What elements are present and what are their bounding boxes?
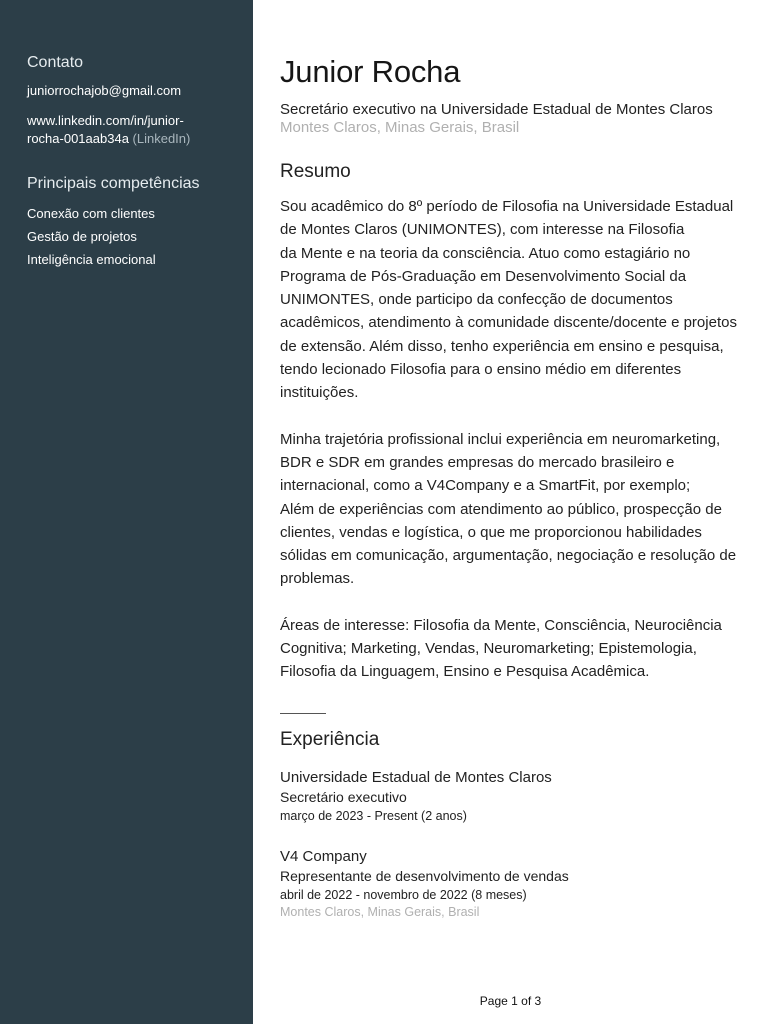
sidebar <box>0 0 253 1024</box>
main-content <box>280 54 745 919</box>
experience-dates: abril de 2022 - novembro de 2022 (8 meses) <box>280 887 527 902</box>
skill-item: Conexão com clientes <box>27 206 155 221</box>
contact-heading: Contato <box>27 54 84 71</box>
profile-name: Junior Rocha <box>280 54 461 89</box>
experience-item <box>280 769 745 823</box>
page-number: Page 1 of 3 <box>479 994 542 1008</box>
linkedin-url-line2: rocha-001aab34a <box>27 131 129 146</box>
skill-item: Inteligência emocional <box>27 252 156 267</box>
experience-role: Representante de desenvolvimento de vendas <box>280 867 569 884</box>
experience-role: Secretário executivo <box>280 788 407 805</box>
summary-paragraph: Sou acadêmico do 8º período de Filosofia na Universidade Estadual de Montes Claros (UNIMONTES), com interesse na Filosofia da Mente e na teoria da consciência. Atuo como estagiário no Programa de Pós-Graduação em Desenvolvimento Social da UNIMONTES, onde participo da confecção de documentos acadêmicos, atendimento à comunidade discente/docente e projetos de extensão. Além disso, tenho experiência em ensino e pesquisa, tendo lecionado Filosofia para o ensino médio em diferentes instituições. <box>280 198 737 402</box>
experience-item <box>280 848 745 919</box>
skill-item: Gestão de projetos <box>27 229 137 244</box>
summary-body <box>280 195 745 684</box>
summary-paragraph: Minha trajetória profissional inclui experiência em neuromarketing, BDR e SDR em grandes empresas do mercado brasileiro e internacional, como a V4Company e a SmartFit, por exemplo; Além de experiências com atendimento ao público, prospecção de clientes, vendas e logística, o que me proporcionou habilidades sólidas em comunicação, argumentação, negociação e resolução de problemas. <box>280 430 737 588</box>
skills-list <box>27 202 253 271</box>
profile-location: Montes Claros, Minas Gerais, Brasil <box>280 119 520 136</box>
experience-location: Montes Claros, Minas Gerais, Brasil <box>280 904 480 919</box>
linkedin-url-line1: www.linkedin.com/in/junior- <box>27 113 184 128</box>
section-divider <box>280 713 326 714</box>
email-link[interactable]: juniorrochajob@gmail.com <box>27 83 182 98</box>
experience-heading: Experiência <box>280 728 380 750</box>
linkedin-label: (LinkedIn) <box>132 131 191 146</box>
experience-dates: março de 2023 - Present (2 anos) <box>280 808 467 823</box>
skills-heading: Principais competências <box>27 175 200 192</box>
experience-org: Universidade Estadual de Montes Claros <box>280 768 552 786</box>
summary-paragraph: Áreas de interesse: Filosofia da Mente, Consciência, Neurociência Cognitiva; Marketing, Vendas, Neuromarketing; Epistemologia, Filosofia da Linguagem, Ensino e Pesquisa Acadêmica. <box>280 616 722 681</box>
summary-heading: Resumo <box>280 161 351 182</box>
linkedin-link[interactable] <box>27 112 253 148</box>
experience-org: V4 Company <box>280 847 367 865</box>
profile-headline: Secretário executivo na Universidade Estadual de Montes Claros <box>280 101 713 118</box>
